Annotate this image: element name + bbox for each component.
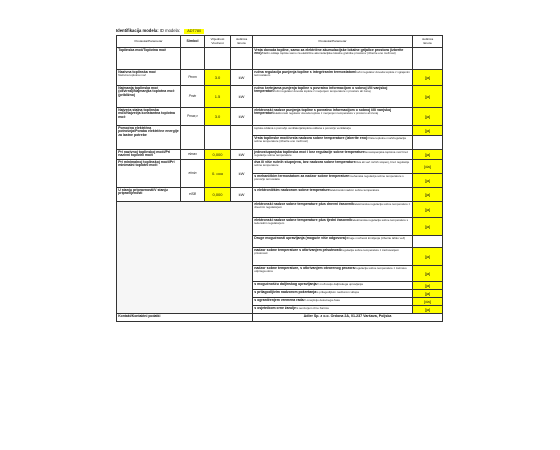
right-unit-cell: [413, 136, 443, 150]
specification-table: [116, 35, 443, 322]
value-cell: [205, 126, 231, 150]
right-param-bold: s elektroničkim nadzorom sobne temperature: [254, 187, 330, 192]
right-unit-cell: [ja]: [413, 108, 443, 126]
right-param-cell: [253, 48, 413, 70]
unit-cell: kW: [231, 70, 253, 86]
product-fiche: [116, 28, 442, 420]
right-param-bold: nadzor sobne temperature, s otkrivanjem otvorenog prozora: [254, 265, 355, 270]
left-param-cell: [117, 108, 181, 126]
right-param-text: /s senzorjem črne žarnice: [296, 305, 329, 310]
left-param-cell: [117, 48, 181, 70]
table-row: [117, 202, 443, 218]
value-cell: 0. ooo: [205, 160, 231, 188]
col-unit-label: Jedinica: [235, 36, 248, 41]
unit-cell: kW: [231, 86, 253, 108]
table-row: [117, 150, 443, 160]
right-param-text: /regulacija sobne temperature z zaznavo odprtega okna: [254, 265, 407, 274]
right-param-text: /z omejitvijo delovnega časa: [303, 297, 340, 302]
model-id-value: ADT780: [184, 29, 204, 34]
right-param-text: /Način oddaje toplote samo za električne akumulacijske lokalne grelnike prostorov (izberite eno možnost): [261, 51, 396, 56]
right-param-bold: dva ili više ručnih stupnjeva, bez nadzora sobne temperature: [254, 159, 356, 164]
col-left-param: Postavka/Parametar: [117, 36, 181, 48]
symbol-cell: [181, 126, 205, 150]
value-cell: 3.0: [205, 108, 231, 126]
table-row: [117, 86, 443, 108]
right-param-bold: Vrsta dovoda topline, samo za električne akumulacijske lokalne grijalice prostora (izberite eno): [254, 47, 404, 56]
right-param-cell: [253, 266, 413, 282]
right-param-cell: [253, 298, 413, 306]
table-row: [117, 108, 443, 126]
header-row: [117, 36, 443, 48]
contact-row: [117, 314, 443, 322]
right-param-text: /dva ali več ročnih stopenj, brez regulacije sobne temperature: [254, 159, 410, 168]
unit-cell: [231, 48, 253, 70]
left-param-label: Toplinska moć/Toplotna moč: [118, 47, 167, 52]
value-cell: 0,000: [205, 188, 231, 202]
table-row: [117, 48, 443, 70]
left-param-label: Najmanja toplinska moć (okvirna)/Najmanjša toplotna moč (približno): [118, 85, 175, 97]
right-unit-cell: [ja]: [413, 150, 443, 160]
value-cell: 1.5: [205, 86, 231, 108]
right-param-cell: [253, 282, 413, 290]
right-unit-cell: [413, 48, 443, 70]
left-param-cell: [117, 160, 181, 188]
col-right-unit-sub: Enota: [423, 40, 432, 45]
symbol-cell: Pmax,c: [181, 108, 205, 126]
symbol-cell: elmax: [181, 150, 205, 160]
right-param-text: /elektronska regulacija sobne temperature s tedenskim regulatorjem: [254, 217, 409, 226]
right-param-cell: [253, 174, 413, 188]
left-param-label: Pri minimalnoj toplinskoj moći/Pri minimalni toplotni moči: [118, 159, 175, 168]
right-param-cell: [253, 202, 413, 218]
contact-value: Adler Sp. z o.o. Ordona 2A, 01-237 Varšava, Poljska: [253, 314, 443, 322]
col-symbol: [181, 36, 205, 48]
col-value: [205, 36, 231, 48]
right-unit-cell: [ja]: [413, 86, 443, 108]
col-unit: [231, 36, 253, 48]
right-param-text: /mehanska regulacija sobne temperature s pomočjo termostata: [254, 173, 404, 182]
right-unit-cell: [ja]: [413, 290, 443, 298]
right-unit-cell: [da]: [413, 160, 443, 174]
right-param-text: /elektronski regulator dovoda toplote z merjenjem temperature v prostoru ali zunaj: [273, 111, 379, 116]
symbol-cell: Pnom: [181, 70, 205, 86]
right-param-cell: [253, 86, 413, 108]
contact-label-text: Kontakt/Kontaktni podatki: [118, 313, 161, 318]
right-unit-cell: [ja]: [413, 126, 443, 136]
col-right-unit: [413, 36, 443, 48]
right-param-cell: [253, 236, 413, 248]
right-param-cell: [253, 70, 413, 86]
right-unit-cell: [ja]: [413, 306, 443, 314]
ident-sub: ID modela:: [159, 28, 181, 33]
right-param-bold: s mogućnošću daljinskog upravljanja: [254, 281, 317, 286]
symbol-cell: elSB: [181, 188, 205, 202]
right-unit-cell: [ja]: [413, 174, 443, 188]
right-param-bold: s osjetnikom crne žarulje: [254, 305, 297, 310]
right-param-bold: s ograničenjem vremena rada: [254, 297, 304, 302]
table-row: [117, 160, 443, 174]
right-param-bold: Vrsta toplinske moći/vrsta nadzora sobne temperature (izberite eno): [254, 135, 368, 140]
col-value-sub: Vrednost: [211, 40, 224, 45]
right-param-text: /Vrsta toplotne moči/regulacija sobne temperature (izberite eno možnost): [254, 135, 406, 144]
contact-label: [117, 314, 253, 322]
right-param-text: /enostopenjska toplotna moč brez regulacije sobne temperature: [254, 149, 409, 158]
unit-cell: kW: [231, 108, 253, 126]
right-param-text: /elektronski nadzor sobne temperature: [329, 187, 380, 192]
symbol-cell: [181, 48, 205, 70]
right-unit-cell: [ja]: [413, 218, 443, 236]
right-param-cell: [253, 248, 413, 266]
right-unit-cell: [ja]: [413, 70, 443, 86]
right-param-text: /regulacija sobne temperature z zaznavanjem prisotnosti: [254, 247, 400, 256]
right-unit-cell: [413, 236, 443, 248]
left-param-sub: Nazivna toplotna moč: [118, 73, 146, 78]
right-param-text: toplota oddana s pomočjo ventilatorja/toplota oddana s pomočjo ventilatorja: [254, 125, 351, 130]
left-param-cell: [117, 70, 181, 86]
right-param-bold: Druge mogućnosti upravljanja (moguće više odgovora): [254, 235, 346, 240]
left-param-cell: [117, 126, 181, 150]
right-param-cell: [253, 160, 413, 174]
right-param-cell: [253, 290, 413, 298]
right-param-bold: nadzor sobne temperature s otkrivanjem prisutnosti: [254, 247, 341, 252]
table-row: [117, 126, 443, 136]
left-param-label: Nazivna toplinska moć: [118, 69, 156, 74]
left-param-label: Pomoćna električna potrošnja/Poraba električne energije za lastne potrebe: [118, 125, 179, 137]
value-cell: 3.0: [205, 70, 231, 86]
empty-left-block: [117, 202, 253, 314]
right-param-text: /z možnostjo daljinskega upravljanja: [316, 281, 363, 286]
left-param-cell: [117, 150, 181, 160]
value-cell: [205, 48, 231, 70]
right-param-cell: [253, 136, 413, 150]
right-param-bold: elektronski nadzor sobne temperature plus dnevni časovnik: [254, 201, 354, 206]
right-param-text: /s prilagodljivim nadzorom vklopa: [316, 289, 359, 294]
right-unit-cell: [ja]: [413, 282, 443, 290]
right-param-cell: [253, 150, 413, 160]
unit-cell: [231, 126, 253, 150]
ident-label: Identifikacija modela:: [116, 28, 159, 33]
right-param-text: /elektronska regulacija sobne temperature z dnevnim regulatorjem: [254, 201, 411, 210]
right-param-bold: ručna regulacija punjenja topline s integriranim termostatom/: [254, 69, 357, 74]
table-row: [117, 70, 443, 86]
right-param-cell: [253, 218, 413, 236]
model-identification: [116, 28, 442, 34]
right-unit-cell: [ja]: [413, 266, 443, 282]
right-unit-cell: [ja]: [413, 188, 443, 202]
right-unit-cell: [ja]: [413, 248, 443, 266]
left-param-label: Pri nazivnoj toplinskoj moći/Pri nazivni toplotni moči: [118, 149, 171, 158]
col-unit-sub: Enota: [237, 40, 246, 45]
right-unit-cell: [ja]: [413, 202, 443, 218]
left-param-cell: [117, 86, 181, 108]
symbol-cell: elmin: [181, 160, 205, 188]
right-param-bold: s mehaničkim termostatom za nadzor sobne temperature: [254, 173, 350, 178]
right-param-text: ročni regulator dovoda toplote z vgrajenim termostatom: [254, 69, 410, 78]
unit-cell: kW: [231, 150, 253, 160]
col-right-unit-label: Jedinica: [421, 36, 434, 41]
right-param-bold: elektronski nadzor punjenja topline s povratno informacijom o sobnoj i/ili vanjskoj temperaturi: [254, 107, 392, 116]
symbol-cell: Pmin: [181, 86, 205, 108]
right-param-cell: [253, 188, 413, 202]
right-param-bold: jednostupanjska toplinska moć i bez regulacije sobne temperature: [254, 149, 365, 154]
right-param-bold: s prilagodljivim nadzorom pokretanja: [254, 289, 317, 294]
left-param-cell: [117, 188, 181, 202]
right-param-cell: [253, 306, 413, 314]
col-symbol-label: Simbol: [186, 38, 199, 43]
col-right-param: Postavka/Parametar: [253, 36, 413, 48]
right-param-cell: [253, 108, 413, 126]
unit-cell: kW: [231, 160, 253, 188]
right-unit-cell: [da]: [413, 298, 443, 306]
right-param-bold: ručno kretnjama punjenja topline s povratno informacijom o sobnoj i/ili vanjskoj temperaturi: [254, 85, 388, 94]
left-param-label: Najveća stalna toplinska moć/Največja konstantna toplotna moč: [118, 107, 175, 119]
value-cell: 0,000: [205, 150, 231, 160]
left-param-label: U stanju pripravnosti/V stanju pripravljenosti: [118, 187, 168, 196]
unit-cell: kW: [231, 188, 253, 202]
right-param-cell: [253, 126, 413, 136]
right-param-text: /Druge možnosti krmiljenja (izberite lahko več): [345, 235, 406, 240]
right-param-text: /ročni regulator dovoda toplote z merjenjem temperature v prostoru ali zunaj: [273, 89, 371, 94]
right-param-bold: elektronski nadzor sobne temperature plus tjedni časovnik: [254, 217, 353, 222]
col-value-label: Vrijednost: [210, 36, 225, 41]
table-row: [117, 188, 443, 202]
